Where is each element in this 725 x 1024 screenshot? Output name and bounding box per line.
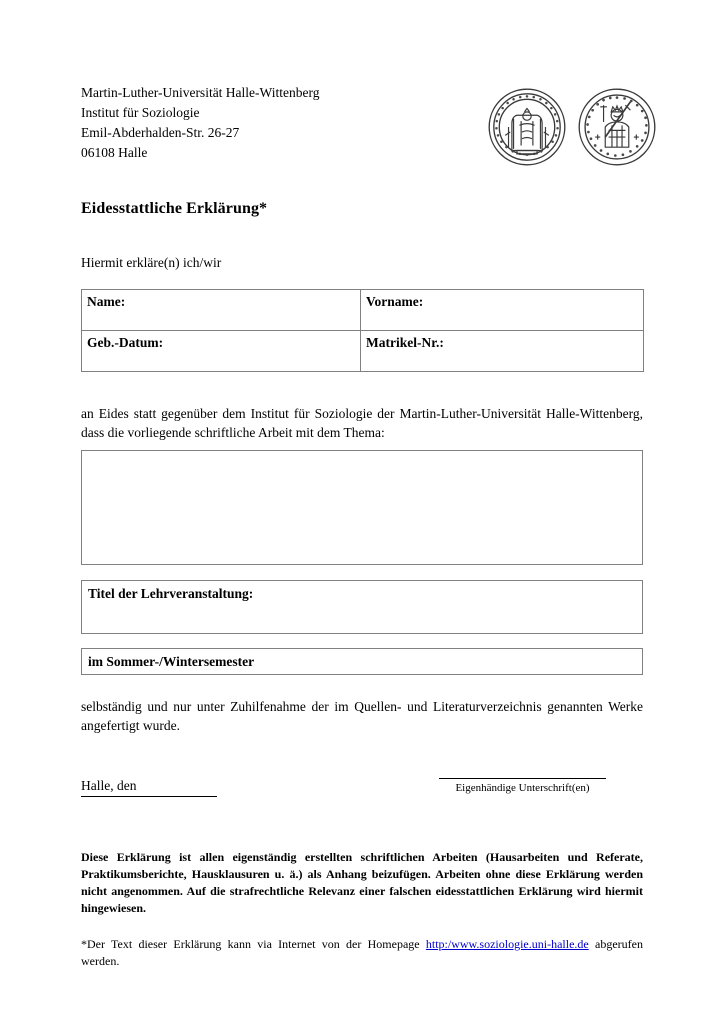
declaration-intro-text: Hiermit erkläre(n) ich/wir xyxy=(81,255,222,270)
table-row xyxy=(82,290,644,331)
notice-paragraph: Diese Erklärung ist allen eigenständig erstellten schriftlichen Arbeiten (Hausarbeiten und Referate, Praktikumsberichte, Hausklausuren u. ä.) als Anhang beizufügen. Arbeiten ohne diese Erklärung werden nicht angenommen. Auf die strafrechtliche Relevanz einer falschen eidesstattlichen Erklärung wird hiermit hingewiesen. xyxy=(81,850,643,915)
signature-line-group xyxy=(439,778,606,794)
university-logo xyxy=(483,84,665,170)
address-line-street: Emil-Abderhalden-Str. 26-27 xyxy=(81,125,240,140)
university-seal-left-icon xyxy=(483,85,571,169)
address-line-institute: Institut für Soziologie xyxy=(81,105,200,120)
signature-caption: Eigenhändige Unterschrift(en) xyxy=(455,782,590,794)
address-line-university: Martin-Luther-Universität Halle-Wittenberg xyxy=(81,85,320,100)
footnote-text-before: *Der Text dieser Erklärung kann via Internet von der Homepage xyxy=(81,937,426,951)
selbstaendig-paragraph: selbständig und nur unter Zuhilfenahme der im Quellen- und Literaturverzeichnis genannten Werke angefertigt wurde. xyxy=(81,699,643,733)
field-name[interactable]: Name: xyxy=(82,290,361,331)
field-vorname[interactable]: Vorname: xyxy=(361,290,644,331)
field-titel-der-lehrveranstaltung[interactable]: Titel der Lehrveranstaltung: xyxy=(81,580,643,634)
footnote-paragraph xyxy=(81,936,643,970)
field-matrikelnummer[interactable]: Matrikel-Nr.: xyxy=(361,331,644,372)
page-title: Eidesstattliche Erklärung* xyxy=(81,200,268,217)
address-line-city: 06108 Halle xyxy=(81,145,148,160)
university-seal-right-icon xyxy=(573,85,661,169)
homepage-link[interactable]: http:/www.soziologie.uni-halle.de xyxy=(425,937,589,951)
eides-statt-paragraph: an Eides statt gegenüber dem Institut für Soziologie der Martin-Luther-Universität Halle-Wittenberg, dass die vorliegende schriftliche Arbeit mit dem Thema: xyxy=(81,406,643,440)
institution-address-block xyxy=(81,83,461,163)
table-row xyxy=(82,331,644,372)
field-geburtsdatum[interactable]: Geb.-Datum: xyxy=(82,331,361,372)
signature-area xyxy=(81,778,643,818)
field-semester[interactable]: im Sommer-/Wintersemester xyxy=(81,648,643,675)
field-ort-datum[interactable]: Halle, den xyxy=(81,778,217,797)
field-thema-der-arbeit[interactable] xyxy=(81,450,643,565)
personal-data-table xyxy=(81,289,644,372)
footnote-text-after: abgerufen werden. xyxy=(81,937,643,968)
